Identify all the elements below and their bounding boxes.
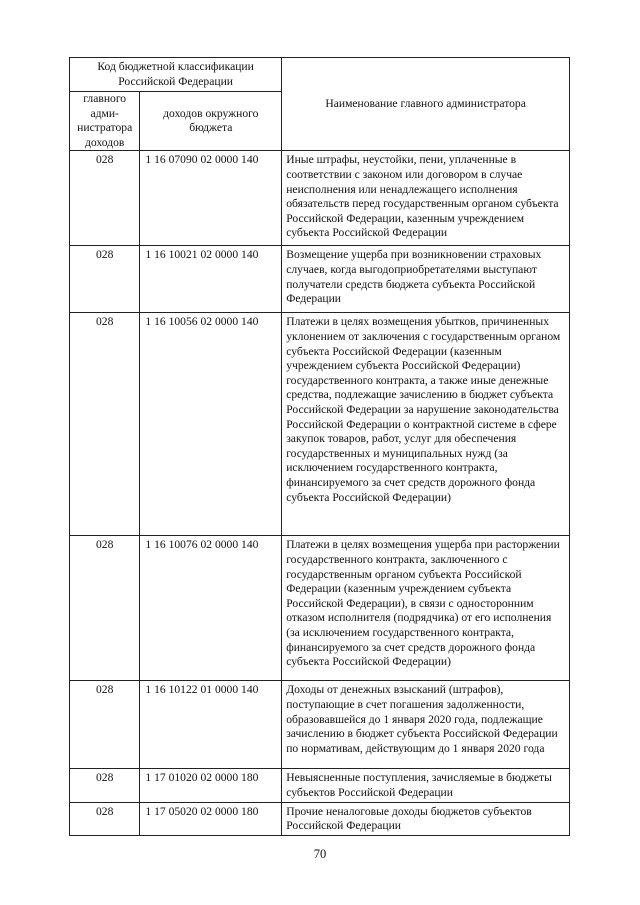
admin-code-cell: 028: [70, 681, 140, 769]
table-row: [70, 681, 570, 769]
kbk-code-cell: 1 17 01020 02 0000 180: [140, 769, 282, 802]
kbk-code-cell: 1 16 10122 01 0000 140: [140, 681, 282, 769]
kbk-code-cell: 1 16 10076 02 0000 140: [140, 536, 282, 681]
page-number: 70: [313, 847, 327, 861]
table-row: [70, 151, 570, 246]
header-income-code: доходов окружного бюджета: [140, 92, 282, 151]
header-row-top: [70, 58, 570, 92]
admin-name-cell: Платежи в целях возмещения ущерба при расторжении государственного контракта, заключенного с государственным органом субъекта Российской Федерации (казенным учреждением субъекта Российской Федерации), в связи с односторонним отказом исполнителя (подрядчика) от его исполнения (за исключением государственного контракта, финансируемого за счет средств дорожного фонда субъекта Российской Федерации): [282, 536, 570, 681]
admin-code-cell: 028: [70, 802, 140, 835]
admin-name-cell: Прочие неналоговые доходы бюджетов субъектов Российской Федерации: [282, 802, 570, 835]
admin-name-cell: Доходы от денежных взысканий (штрафов), поступающие в счет погашения задолженности, образовавшейся до 1 января 2020 года, подлежащие зачислению в бюджет субъекта Российской Федерации по нормативам, действующим до 1 января 2020 года: [282, 681, 570, 769]
table-row: [70, 246, 570, 313]
table-row: [70, 536, 570, 681]
admin-code-cell: 028: [70, 769, 140, 802]
header-group-title: Код бюджетной классификации Российской Федерации: [70, 58, 282, 92]
table-row: [70, 802, 570, 835]
admin-code-cell: 028: [70, 313, 140, 536]
kbk-code-cell: 1 16 07090 02 0000 140: [140, 151, 282, 246]
table-body: [70, 151, 570, 835]
budget-classification-table: [69, 57, 570, 836]
admin-code-cell: 028: [70, 151, 140, 246]
budget-classification-table-container: [69, 57, 570, 836]
kbk-code-cell: 1 16 10021 02 0000 140: [140, 246, 282, 313]
admin-name-cell: Возмещение ущерба при возникновении страховых случаев, когда выгодоприобретателями выступают получатели средств бюджета субъекта Российской Федерации: [282, 246, 570, 313]
admin-name-cell: Иные штрафы, неустойки, пени, уплаченные в соответствии с законом или договором в случае неисполнения или ненадлежащего исполнения обязательств перед государственным органом субъекта Российской Федерации, казенным учреждением субъекта Российской Федерации: [282, 151, 570, 246]
header-admin-code: главного адми-нистратора доходов: [70, 92, 140, 151]
admin-name-cell: Платежи в целях возмещения убытков, причиненных уклонением от заключения с государственным органом субъекта Российской Федерации (казенным учреждением субъекта Российской Федерации) государственного контракта, а также иные денежные средства, подлежащие зачислению в бюджет субъекта Российской Федерации за нарушение законодательства Российской Федерации о контрактной системе в сфере закупок товаров, работ, услуг для обеспечения государственных и муниципальных нужд (за исключением государственного контракта, финансируемого за счет средств дорожного фонда субъекта Российской Федерации): [282, 313, 570, 536]
admin-code-cell: 028: [70, 536, 140, 681]
header-admin-name: Наименование главного администратора: [282, 58, 570, 151]
table-row: [70, 769, 570, 802]
admin-code-cell: 028: [70, 246, 140, 313]
admin-name-cell: Невыясненные поступления, зачисляемые в бюджеты субъектов Российской Федерации: [282, 769, 570, 802]
kbk-code-cell: 1 17 05020 02 0000 180: [140, 802, 282, 835]
kbk-code-cell: 1 16 10056 02 0000 140: [140, 313, 282, 536]
table-row: [70, 313, 570, 536]
